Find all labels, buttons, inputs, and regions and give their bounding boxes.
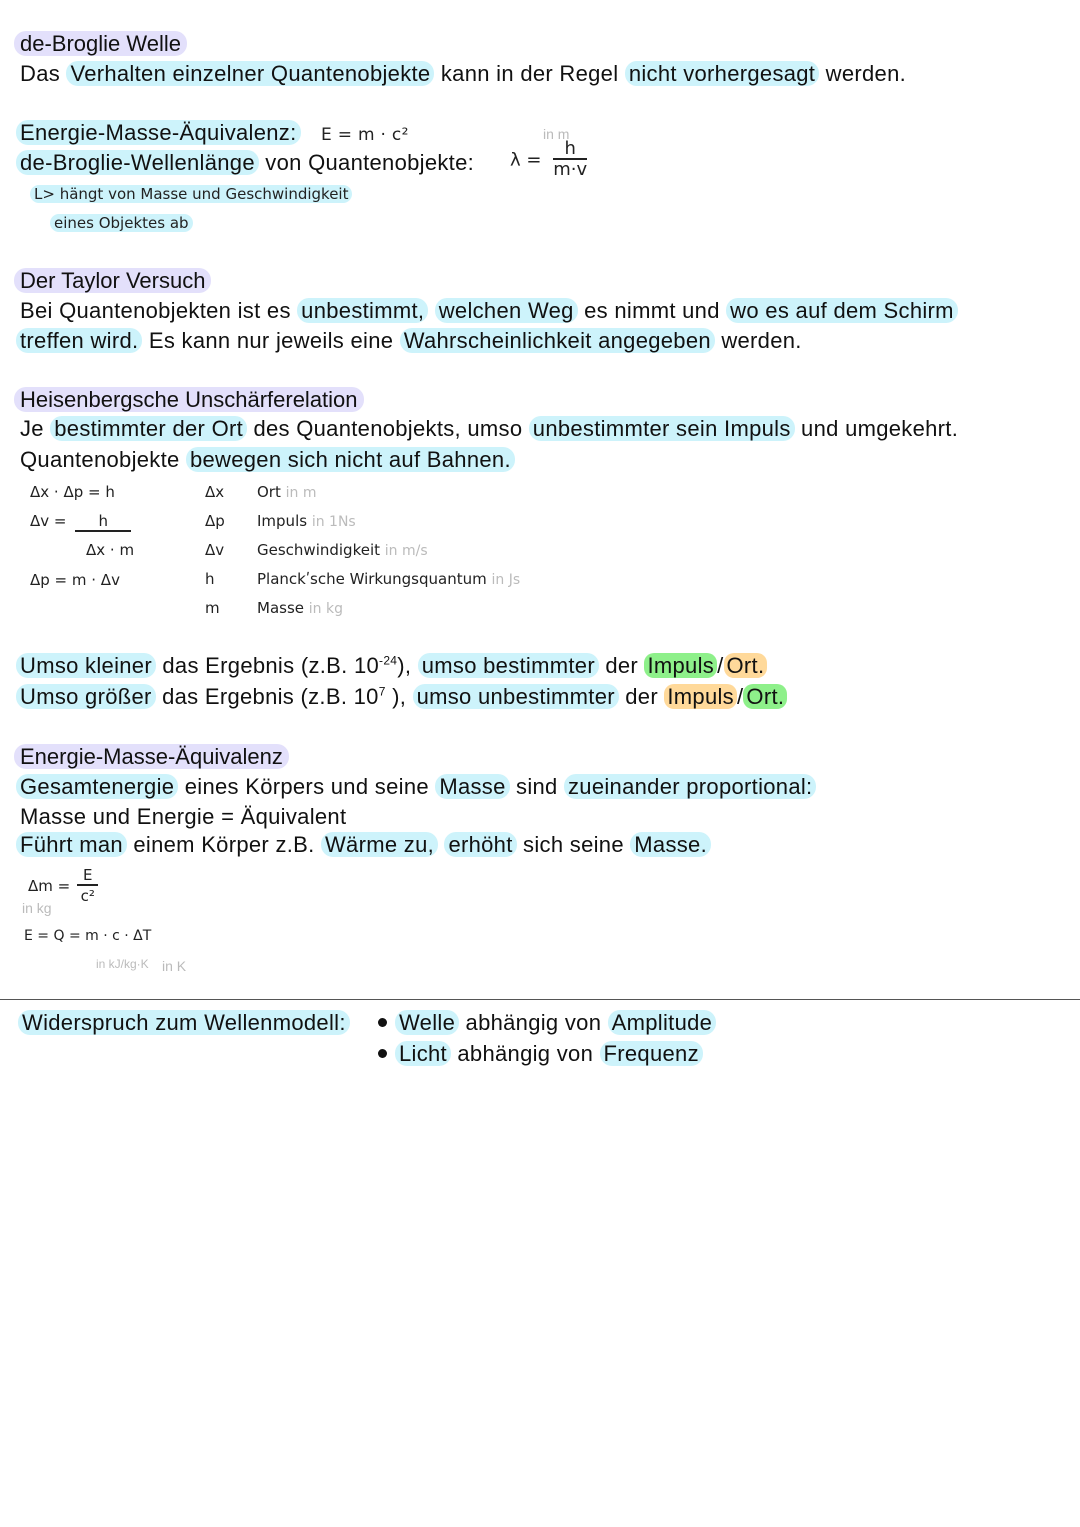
legend-row: Δx Ort in m bbox=[205, 483, 317, 501]
formula-heat: E = Q = m · c · ΔT bbox=[24, 928, 152, 944]
larger-result-line: Umso größer das Ergebnis (z.B. $10^7$ ), umso unbestimmter der Impuls / Ort. bbox=[16, 683, 787, 711]
wavelength-unit: in m bbox=[543, 126, 570, 142]
mass-energy-formula: E = m · c² bbox=[320, 125, 409, 145]
mass-change-unit: in kg bbox=[22, 900, 52, 916]
taylor-line-1: Bei Quantenobjekten ist es unbestimmt, welchen Weg es nimmt und wo es auf dem Schirm bbox=[20, 297, 958, 325]
de-broglie-paragraph: Das Verhalten einzelner Quantenobjekte kann in der Regel nicht vorhergesagt werden. bbox=[20, 61, 907, 86]
heat-unit-2: in K bbox=[162, 958, 187, 974]
heisenberg-line-2: Quantenobjekte bewegen sich nicht auf Bahnen. bbox=[20, 446, 515, 474]
handwritten-note-line-2: eines Objektes ab bbox=[50, 214, 193, 232]
formula-mass-change: Δm = $\frac{E}{\text{c²}}$ bbox=[28, 866, 98, 906]
legend-row: Δp Impuls in 1Ns bbox=[205, 512, 356, 530]
legend-row: h Planckʹsche Wirkungsquantum in Js bbox=[205, 570, 521, 588]
bullet-icon bbox=[378, 1018, 387, 1027]
heisenberg-line-1: Je bestimmter der Ort des Quantenobjekts, umso unbestimmter sein Impuls und umgekehrt. bbox=[20, 416, 959, 441]
formula-velocity-denominator: Δx · m bbox=[86, 541, 135, 559]
legend-row: m Masse in kg bbox=[205, 599, 343, 617]
divider bbox=[0, 999, 1080, 1000]
taylor-line-2: treffen wird. Es kann nur jeweils eine Wahrscheinlichkeit angegeben werden. bbox=[16, 327, 802, 355]
symbol-legend bbox=[205, 483, 520, 628]
handwritten-note-line-1: L> hängt von Masse und Geschwindigkeit bbox=[30, 185, 352, 203]
formula-velocity: Δv = h bbox=[30, 512, 131, 532]
wavelength-line: de-Broglie-Wellenlänge von Quantenobjekte: bbox=[16, 149, 474, 177]
section-title-taylor: Der Taylor Versuch bbox=[14, 267, 211, 295]
section-title-mass-energy: Energie-Masse-Äquivalenz bbox=[14, 743, 289, 771]
mass-energy-line-3: Führt man einem Körper z.B. Wärme zu, erhöht sich seine Masse. bbox=[16, 831, 711, 859]
section-title-heisenberg: Heisenbergsche Unschärferelation bbox=[14, 386, 364, 414]
contradiction-label: Widerspruch zum Wellenmodell: bbox=[18, 1009, 350, 1037]
formula-uncertainty: Δx · Δp = h bbox=[30, 483, 115, 501]
formula-momentum: Δp = m · Δv bbox=[30, 571, 120, 589]
mass-energy-line-2: Masse und Energie = Äquivalent bbox=[20, 804, 347, 829]
smaller-result-line: Umso kleiner das Ergebnis (z.B. $10^{-24}$), umso bestimmter der Impuls / Ort. bbox=[16, 652, 767, 680]
mass-energy-label-line: Energie-Masse-Äquivalenz: E = m · c² bbox=[16, 119, 409, 149]
bullet-light: Licht abhängig von Frequenz bbox=[378, 1040, 703, 1068]
bullet-wave: Welle abhängig von Amplitude bbox=[378, 1009, 716, 1037]
legend-row: Δv Geschwindigkeit in m/s bbox=[205, 541, 428, 559]
heat-unit-1: in kJ/kg·K bbox=[96, 957, 149, 971]
wavelength-formula: λ = $\frac{h}{m\cdot v}$ bbox=[510, 138, 588, 180]
mass-energy-line-1: Gesamtenergie eines Körpers und seine Masse sind zueinander proportional: bbox=[16, 773, 816, 801]
section-title-de-broglie: de-Broglie Welle bbox=[14, 30, 187, 58]
bullet-icon bbox=[378, 1049, 387, 1058]
